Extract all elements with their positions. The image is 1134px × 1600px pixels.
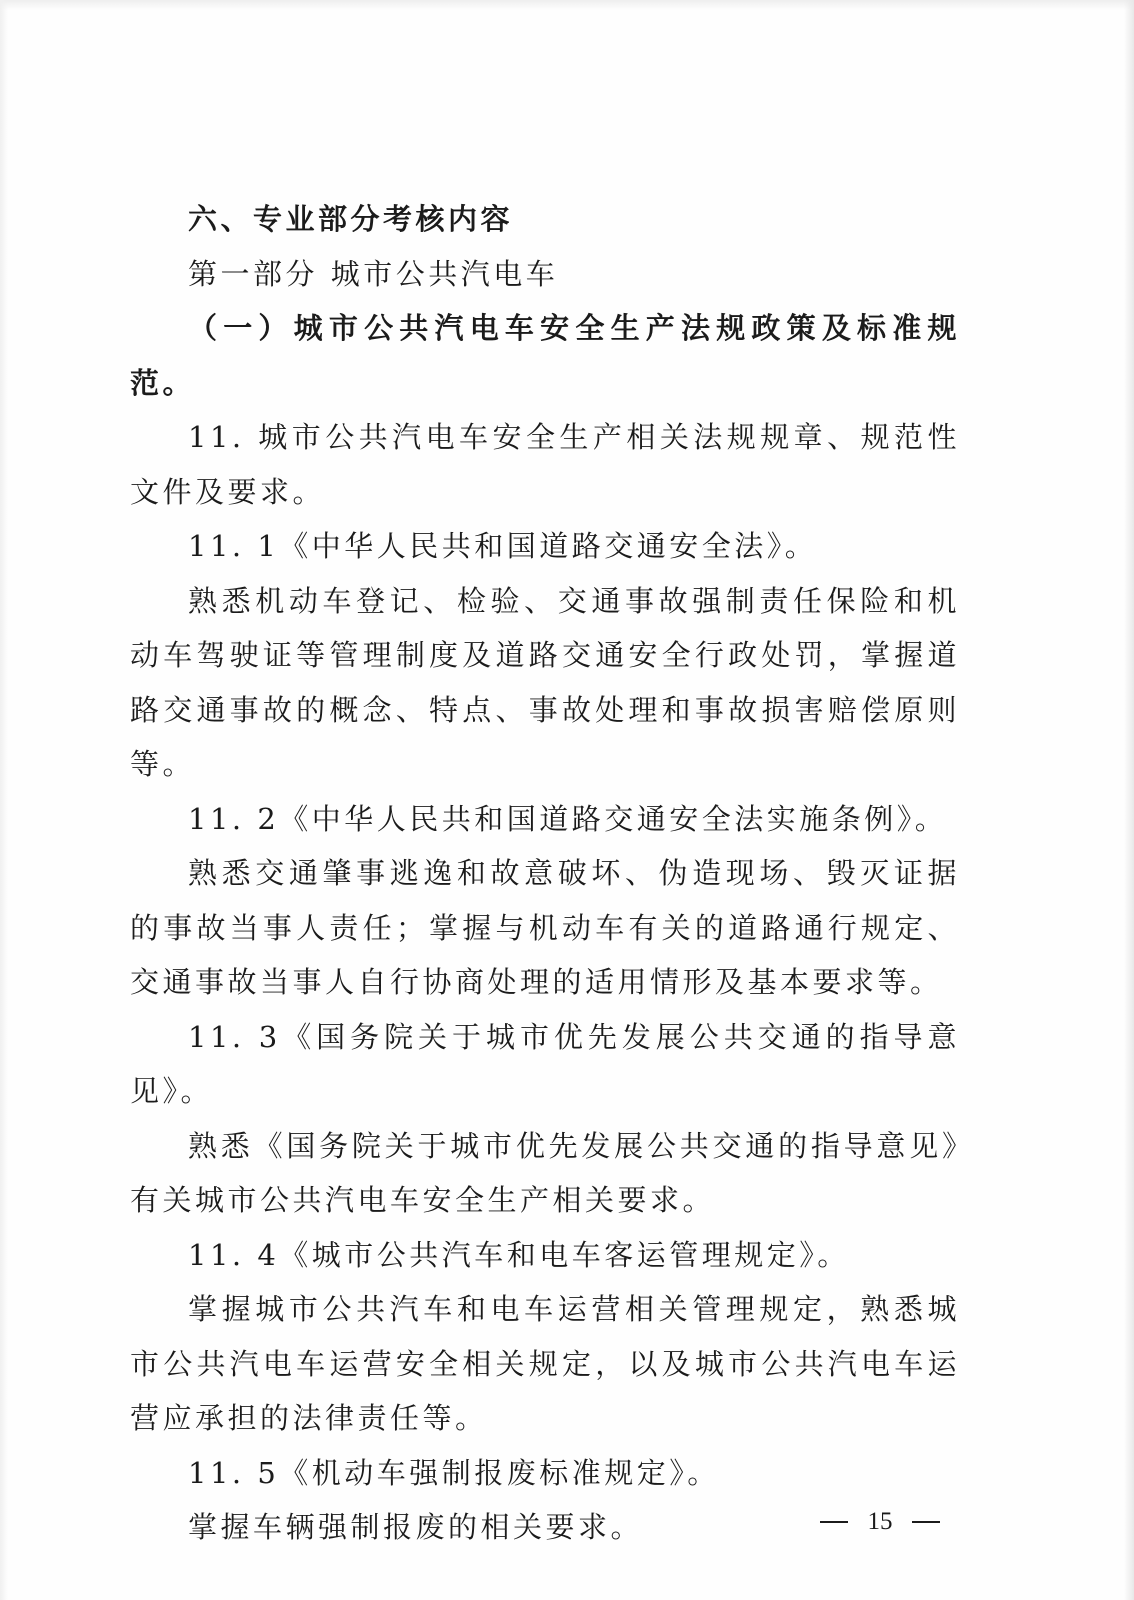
item-11-2-title: 11. 2《中华人民共和国道路交通安全法实施条例》。 (188, 801, 948, 836)
item-11-3-body: 熟悉《国务院关于城市优先发展公共交通的指导意见》有关城市公共汽电车安全生产相关要求。 (130, 1128, 960, 1217)
item-11-3-title: 11. 3《国务院关于城市优先发展公共交通的指导意见》。 (130, 1019, 960, 1108)
page-number-dash-right (912, 1521, 940, 1523)
page-number (820, 1502, 940, 1542)
item-11-5-body: 掌握车辆强制报废的相关要求。 (188, 1510, 644, 1544)
section-heading: 六、专业部分考核内容 (188, 202, 514, 236)
item-11-1-title: 11. 1《中华人民共和国道路交通安全法》。 (188, 529, 818, 563)
subsection-heading: （一）城市公共汽电车安全生产法规政策及标准规范。 (130, 311, 960, 400)
scan-shadow-top (0, 0, 1134, 10)
scan-shadow-right (1124, 0, 1134, 1600)
item-11-5-title: 11. 5《机动车强制报废标准规定》。 (188, 1455, 720, 1490)
item-11-4-title: 11. 4《城市公共汽车和电车客运管理规定》。 (188, 1237, 850, 1272)
item-11-4-body: 掌握城市公共汽车和电车运营相关管理规定，熟悉城市公共汽电车运营安全相关规定，以及城市公共汽电车运营应承担的法律责任等。 (130, 1292, 960, 1435)
item-11-1-body: 熟悉机动车登记、检验、交通事故强制责任保险和机动车驾驶证等管理制度及道路交通安全行政处罚，掌握道路交通事故的概念、特点、事故处理和事故损害赔偿原则等。 (130, 583, 960, 781)
page-number-value: 15 (867, 1508, 893, 1535)
item-11-2-body: 熟悉交通肇事逃逸和故意破坏、伪造现场、毁灭证据的事故当事人责任；掌握与机动车有关的道路通行规定、交通事故当事人自行协商处理的适用情形及基本要求等。 (130, 856, 960, 999)
page-number-dash-left (820, 1521, 848, 1523)
document-body (130, 192, 960, 1555)
part-title: 第一部分 城市公共汽电车 (188, 256, 559, 291)
item-11-heading: 11. 城市公共汽电车安全生产相关法规规章、规范性文件及要求。 (130, 420, 960, 509)
scan-shadow-left (0, 0, 8, 1600)
